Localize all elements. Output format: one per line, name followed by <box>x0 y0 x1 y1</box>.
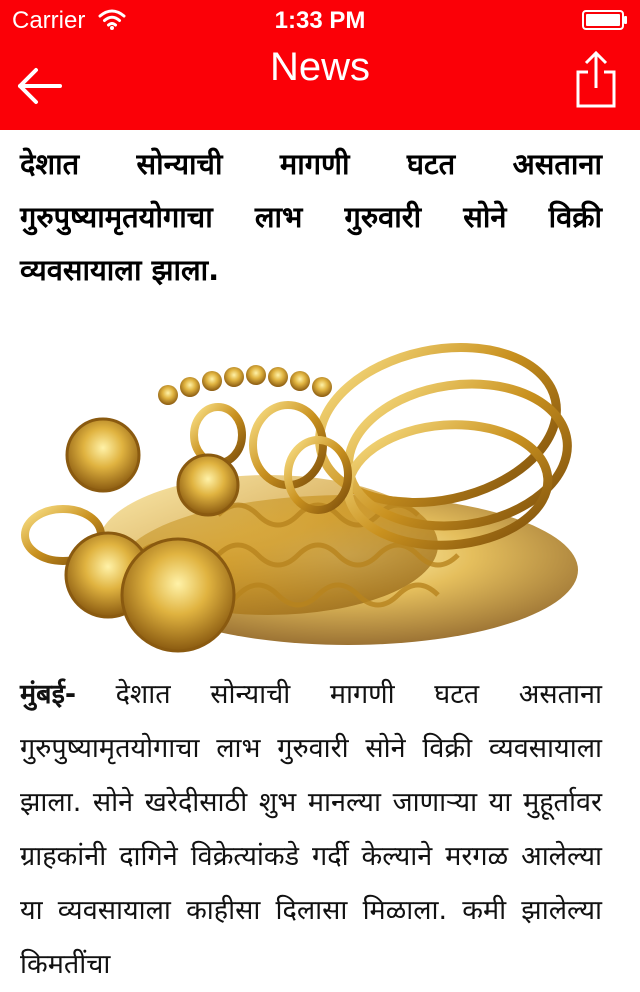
article-body <box>20 668 602 992</box>
status-bar <box>0 0 640 40</box>
carrier-label: Carrier <box>12 7 86 34</box>
article-headline: देशात सोन्याची मागणी घटत असताना गुरुपुष्यामृतयोगाचा लाभ गुरुवारी सोने विक्री व्यवसायाला झाला. <box>20 147 602 287</box>
article-content[interactable] <box>0 130 640 980</box>
article-body-text: देशात सोन्याची मागणी घटत असताना गुरुपुष्यामृतयोगाचा लाभ गुरुवारी सोने विक्री व्यवसायाला झाला. सोने खरेदीसाठी शुभ मानल्या जाणाऱ्या या मुहूर्तावर ग्राहकांनी दागिने विक्रेत्यांकडे गर्दी केल्याने मरगळ आलेल्या या व्यवसायाला काहीसा दिलासा मिळाला. कमी झालेल्या किमतींचा <box>20 679 602 980</box>
article-dateline: मुंबई- <box>20 679 77 710</box>
gold-jewelry-image <box>18 315 604 665</box>
navigation-bar <box>0 40 640 130</box>
page-title: News <box>269 45 371 89</box>
share-button[interactable] <box>574 50 618 110</box>
battery-icon <box>582 10 628 30</box>
share-icon <box>574 50 618 110</box>
status-time: 1:33 PM <box>274 7 366 34</box>
